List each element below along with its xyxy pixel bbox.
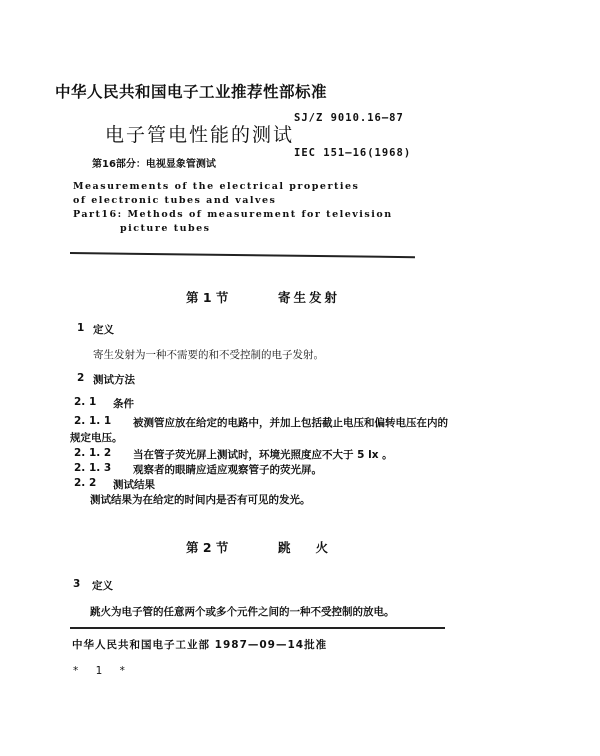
item-2-1-1-text: 被测管应放在给定的电路中，并加上包括截止电压和偏转电压在内的 (133, 417, 448, 429)
item-1-text: 定义 (93, 324, 114, 336)
item-2-num: 2 (77, 372, 85, 384)
part-title: 第16部分：电视显象管测试 (92, 159, 216, 170)
standard-org: 中华人民共和国电子工业推荐性部标准 (55, 83, 328, 101)
item-3-body: 跳火为电子管的任意两个或多个元件之间的一种不受控制的放电。 (90, 606, 395, 618)
english-title-line-2: of electronic tubes and valves (73, 195, 277, 206)
item-3-text: 定义 (92, 580, 113, 592)
english-title-line-3: Part16: Methods of measurement for television (73, 209, 393, 220)
document-title: 电子管电性能的测试 (105, 124, 295, 146)
item-2-1-3-text: 观察者的眼睛应适应观察管子的荧光屏。 (133, 464, 322, 476)
item-2-1-1-cont: 规定电压。 (70, 432, 123, 444)
item-1-body: 寄生发射为一种不需要的和不受控制的电子发射。 (93, 349, 324, 361)
item-2-1-num: 2. 1 (74, 396, 97, 408)
section-2-number: 第 2 节 (186, 540, 229, 555)
english-title-line-1: Measurements of the electrical properties (73, 181, 360, 192)
item-2-2-text: 测试结果 (113, 479, 155, 491)
item-2-1-2-text: 当在管子荧光屏上测试时，环境光照度应不大于 5 lx 。 (133, 449, 393, 461)
item-2-1-1-num: 2. 1. 1 (74, 415, 112, 427)
item-1-num: 1 (77, 322, 85, 334)
iec-code: IEC 151—16(1968) (294, 147, 412, 159)
page-number: * 1 * (73, 665, 125, 677)
english-title-line-4: picture tubes (120, 223, 211, 234)
section-1-number: 第 1 节 (186, 290, 229, 305)
section-2-name: 跳 火 (278, 540, 329, 555)
item-2-2-body: 测试结果为在给定的时间内是否有可见的发光。 (90, 494, 311, 506)
standard-code: SJ/Z 9010.16—87 (294, 112, 404, 124)
item-2-1-text: 条件 (113, 398, 134, 410)
section-1-name: 寄生发射 (278, 290, 341, 305)
item-3-num: 3 (73, 578, 81, 590)
item-2-1-3-num: 2. 1. 3 (74, 462, 112, 474)
header-divider (70, 252, 415, 258)
item-2-2-num: 2. 2 (74, 477, 97, 489)
approval-line: 中华人民共和国电子工业部 1987—09—14批准 (72, 639, 328, 651)
item-2-1-2-num: 2. 1. 2 (74, 447, 112, 459)
item-2-text: 测试方法 (93, 374, 135, 386)
footer-divider (70, 627, 445, 629)
